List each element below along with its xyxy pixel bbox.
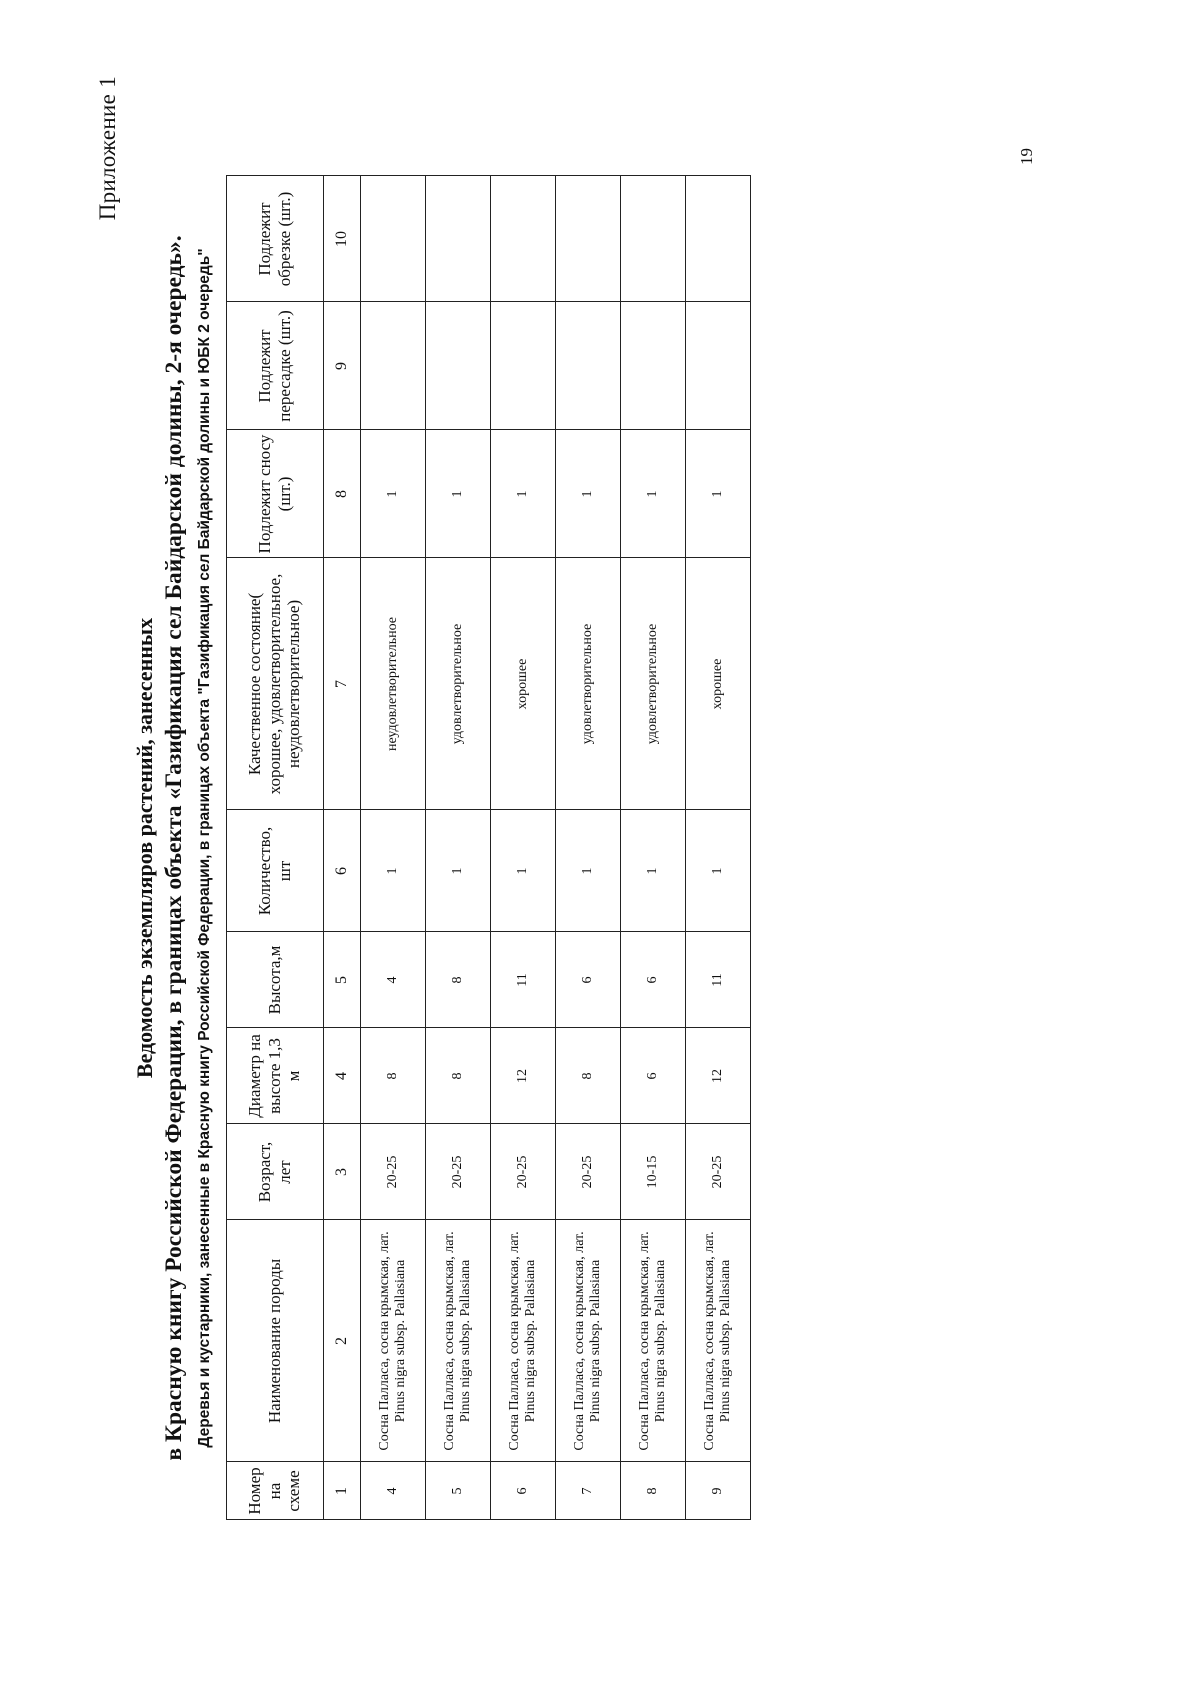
cell-height: 6	[620, 932, 685, 1028]
cell-demolish: 1	[685, 430, 750, 558]
cell-count: 1	[360, 810, 425, 932]
cell-demolish: 1	[490, 430, 555, 558]
column-number-cell: 3	[323, 1124, 360, 1220]
cell-transplant	[620, 302, 685, 430]
cell-condition: хорошее	[685, 558, 750, 810]
table-header-row	[226, 176, 323, 1520]
table-row	[490, 176, 555, 1520]
table-row	[425, 176, 490, 1520]
cell-count: 1	[425, 810, 490, 932]
cell-species: Сосна Палласа, сосна крымская, лат. Pinus nigra subsp. Pallasiana	[685, 1220, 750, 1462]
cell-species: Сосна Палласа, сосна крымская, лат. Pinus nigra subsp. Pallasiana	[490, 1220, 555, 1462]
cell-prune	[685, 176, 750, 302]
cell-transplant	[425, 302, 490, 430]
cell-number: 4	[360, 1462, 425, 1520]
title-line-1: Ведомость экземпляров растений, занесенных	[132, 617, 157, 1079]
table-subtitle: Деревья и кустарники, занесенные в Красную книгу Российской Федерации, в границах объекта "Газификация сел Байдарской долины и ЮБК 2 очередь"	[196, 248, 214, 1448]
cell-height: 11	[685, 932, 750, 1028]
cell-prune	[490, 176, 555, 302]
header-cell-diameter: Диаметр на высоте 1,3 м	[226, 1028, 323, 1124]
cell-count: 1	[490, 810, 555, 932]
cell-condition: удовлетворительное	[620, 558, 685, 810]
column-number-cell: 8	[323, 430, 360, 558]
document-title	[131, 88, 189, 1608]
column-number-cell: 1	[323, 1462, 360, 1520]
table-row	[555, 176, 620, 1520]
cell-species: Сосна Палласа, сосна крымская, лат. Pinus nigra subsp. Pallasiana	[360, 1220, 425, 1462]
plants-table	[226, 176, 751, 1521]
header-cell-demolish: Подлежит сносу (шт.)	[226, 430, 323, 558]
cell-age: 20-25	[490, 1124, 555, 1220]
cell-species: Сосна Палласа, сосна крымская, лат. Pinus nigra subsp. Pallasiana	[620, 1220, 685, 1462]
header-cell-transplant: Подлежит пересадке (шт.)	[226, 302, 323, 430]
cell-diameter: 12	[490, 1028, 555, 1124]
title-line-2: в Красную книгу Российской Федерации, в границах объекта «Газификация сел Байдарской долины, 2-я очередь».	[161, 235, 188, 1461]
cell-diameter: 8	[425, 1028, 490, 1124]
column-number-cell: 9	[323, 302, 360, 430]
cell-count: 1	[685, 810, 750, 932]
header-cell-prune: Подлежит обрезке (шт.)	[226, 176, 323, 302]
cell-demolish: 1	[360, 430, 425, 558]
cell-condition: хорошее	[490, 558, 555, 810]
cell-demolish: 1	[425, 430, 490, 558]
cell-height: 4	[360, 932, 425, 1028]
table-row	[685, 176, 750, 1520]
cell-prune	[555, 176, 620, 302]
cell-prune	[360, 176, 425, 302]
column-number-row	[323, 176, 360, 1520]
cell-number: 6	[490, 1462, 555, 1520]
cell-species: Сосна Палласа, сосна крымская, лат. Pinus nigra subsp. Pallasiana	[555, 1220, 620, 1462]
cell-condition: удовлетворительное	[555, 558, 620, 810]
cell-diameter: 6	[620, 1028, 685, 1124]
cell-transplant	[360, 302, 425, 430]
cell-height: 6	[555, 932, 620, 1028]
table-row	[360, 176, 425, 1520]
cell-prune	[425, 176, 490, 302]
header-cell-number: Номер на схеме	[226, 1462, 323, 1520]
column-number-cell: 4	[323, 1028, 360, 1124]
page-number: 19	[1017, 148, 1036, 165]
cell-number: 8	[620, 1462, 685, 1520]
cell-age: 20-25	[685, 1124, 750, 1220]
cell-diameter: 8	[360, 1028, 425, 1124]
cell-age: 20-25	[425, 1124, 490, 1220]
cell-demolish: 1	[555, 430, 620, 558]
table-row	[620, 176, 685, 1520]
cell-condition: удовлетворительное	[425, 558, 490, 810]
cell-number: 9	[685, 1462, 750, 1520]
cell-height: 11	[490, 932, 555, 1028]
cell-transplant	[490, 302, 555, 430]
appendix-label: Приложение 1	[95, 76, 120, 221]
cell-condition: неудовлетворительное	[360, 558, 425, 810]
rotated-page-content	[95, 68, 1105, 1628]
column-number-cell: 5	[323, 932, 360, 1028]
cell-number: 5	[425, 1462, 490, 1520]
cell-height: 8	[425, 932, 490, 1028]
header-cell-species: Наименование породы	[226, 1220, 323, 1462]
header-cell-height: Высота,м	[226, 932, 323, 1028]
column-number-cell: 7	[323, 558, 360, 810]
cell-count: 1	[555, 810, 620, 932]
cell-species: Сосна Палласа, сосна крымская, лат. Pinus nigra subsp. Pallasiana	[425, 1220, 490, 1462]
column-number-cell: 10	[323, 176, 360, 302]
cell-age: 20-25	[360, 1124, 425, 1220]
header-cell-condition: Качественное состояние( хорошее, удовлетворительное, неудовлетворительное)	[226, 558, 323, 810]
column-number-cell: 6	[323, 810, 360, 932]
cell-age: 20-25	[555, 1124, 620, 1220]
cell-transplant	[685, 302, 750, 430]
cell-diameter: 8	[555, 1028, 620, 1124]
cell-transplant	[555, 302, 620, 430]
cell-diameter: 12	[685, 1028, 750, 1124]
cell-prune	[620, 176, 685, 302]
cell-count: 1	[620, 810, 685, 932]
cell-demolish: 1	[620, 430, 685, 558]
header-cell-age: Возраст, лет	[226, 1124, 323, 1220]
column-number-cell: 2	[323, 1220, 360, 1462]
header-cell-count: Количество, шт	[226, 810, 323, 932]
cell-number: 7	[555, 1462, 620, 1520]
cell-age: 10-15	[620, 1124, 685, 1220]
